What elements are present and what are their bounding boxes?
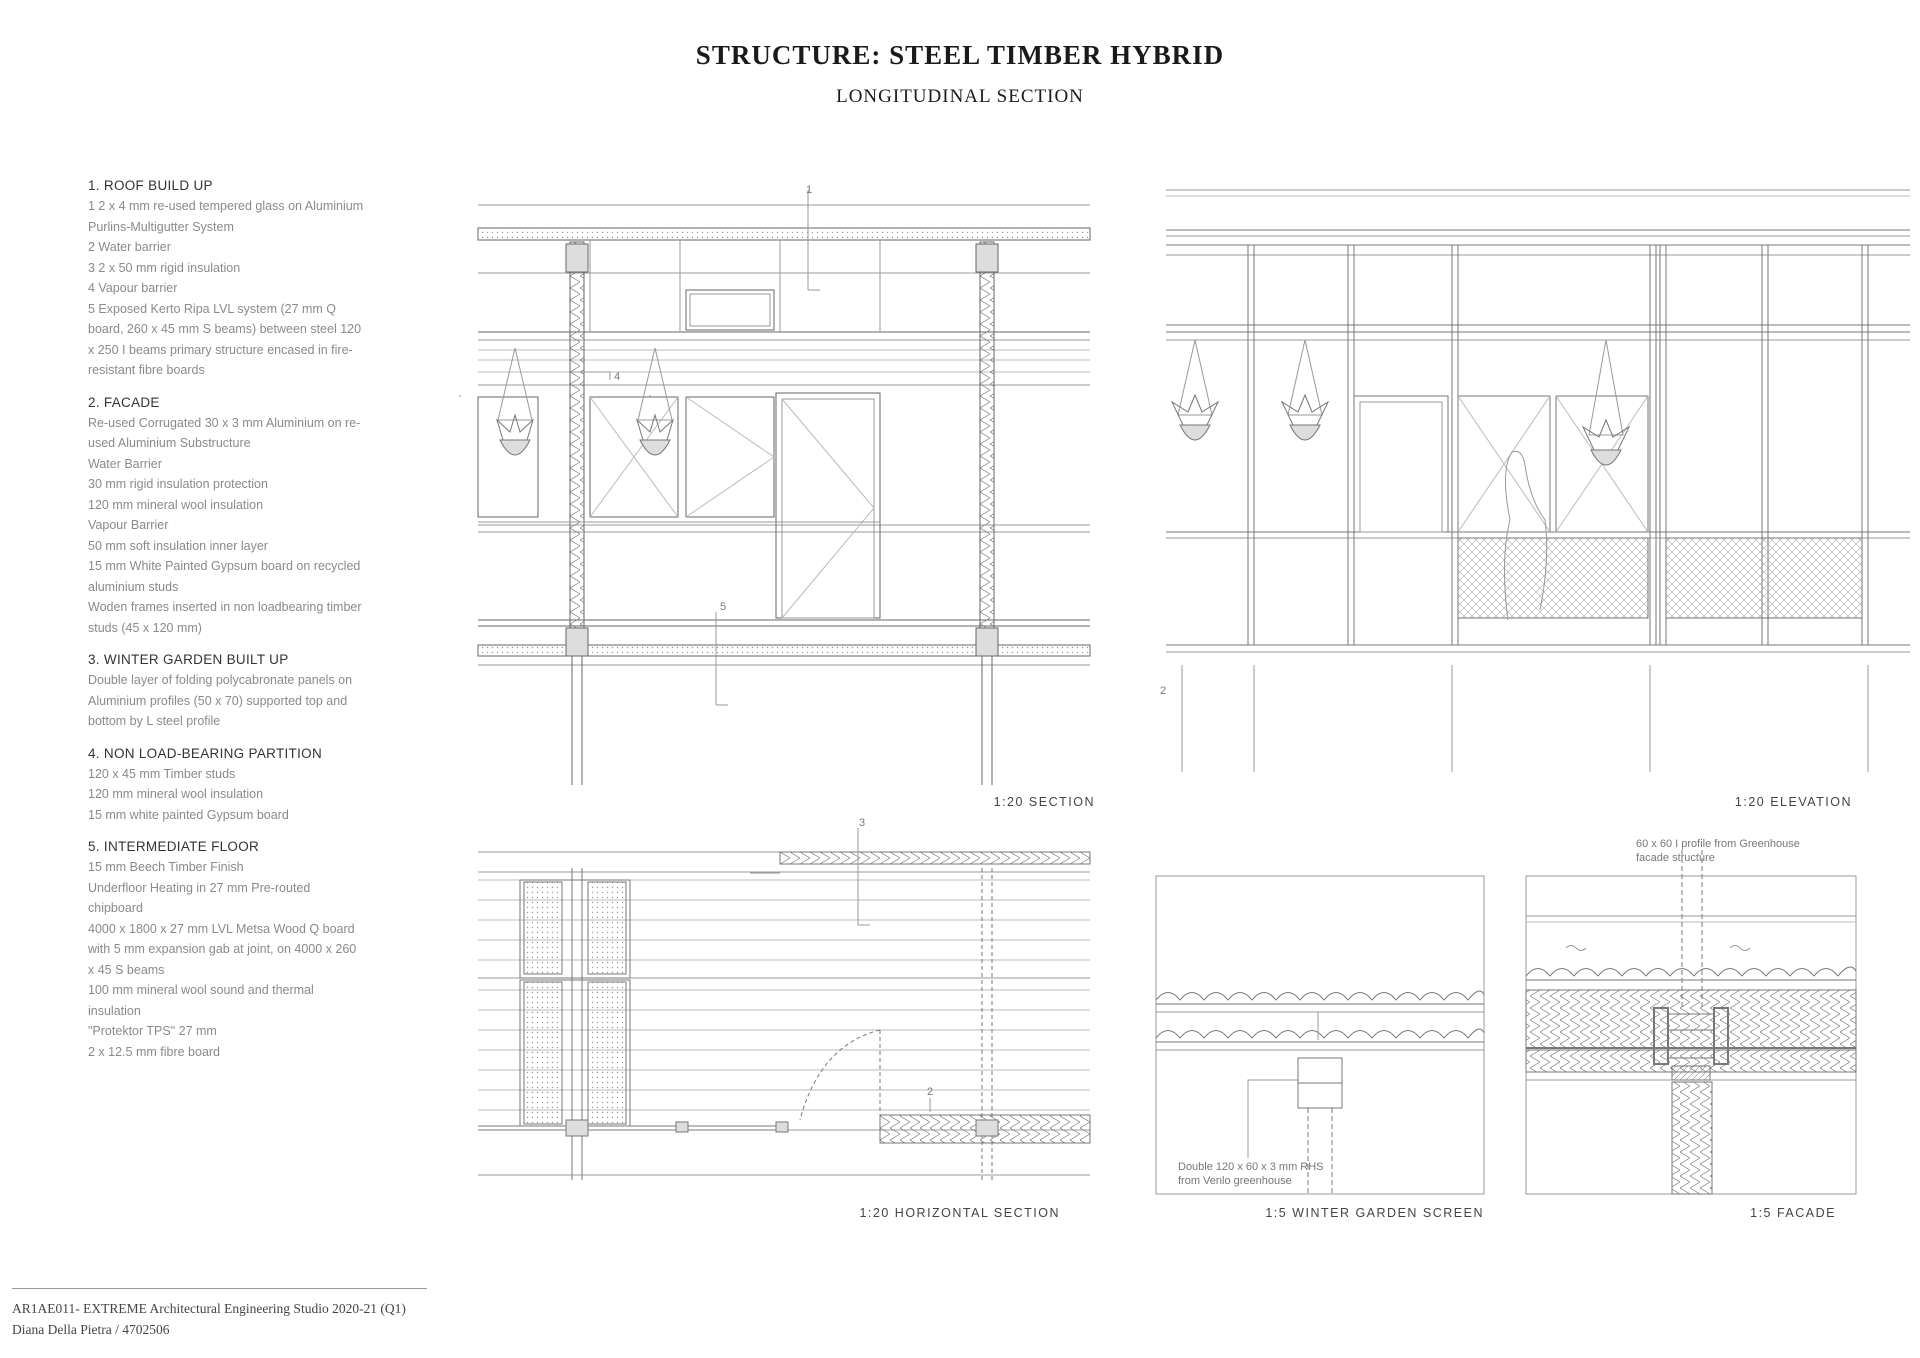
note-line: Purlins-Multigutter System (88, 219, 234, 234)
note-line: 4000 x 1800 x 27 mm LVL Metsa Wood Q board (88, 921, 355, 936)
footer-course: AR1AE011- EXTREME Architectural Engineering Studio 2020-21 (Q1) (12, 1301, 406, 1316)
footer (12, 1298, 406, 1340)
note-line: 120 mm mineral wool insulation (88, 787, 264, 801)
note-line: 100 mm mineral wool sound and thermal (88, 983, 314, 997)
note-heading: 1. ROOF BUILD UP (88, 178, 213, 193)
note-line: studs (45 x 120 mm) (88, 620, 202, 635)
note-line: Water Barrier (88, 456, 162, 471)
footer-author: Diana Della Pietra / 4702506 (12, 1322, 170, 1337)
note-line: 120 mm mineral wool insulation (88, 497, 264, 512)
note-line: chipboard (88, 901, 143, 915)
note-line: 2 x 12.5 mm fibre board (88, 1044, 221, 1059)
note-line: "Protektor TPS" 27 mm (88, 1024, 217, 1038)
footer-divider (12, 1288, 427, 1289)
note-line: 1 2 x 4 mm re-used tempered glass on Aluminium (88, 199, 364, 213)
horizontal-section-drawing (478, 828, 1090, 1180)
section-drawing (460, 190, 1090, 785)
note-heading: 3. WINTER GARDEN BUILT UP (88, 652, 289, 667)
note-line: Underfloor Heating in 27 mm Pre-routed (88, 880, 311, 895)
note-line: Double layer of folding polycabronate panels on (88, 673, 353, 687)
note-line: 4 Vapour barrier (88, 281, 178, 295)
note-line: insulation (88, 1003, 141, 1018)
note-line: 50 mm soft insulation inner layer (88, 538, 268, 553)
winter-garden-note-2: from Venlo greenhouse (1178, 1175, 1292, 1187)
elevation-caption: 1:20 ELEVATION (1734, 795, 1852, 809)
note-line: 2 Water barrier (88, 240, 171, 254)
note-line: 5 Exposed Kerto Ripa LVL system (27 mm Q (88, 301, 337, 316)
note-line: Aluminium profiles (50 x 70) supported top and (88, 693, 348, 708)
note-line: 15 mm White Painted Gypsum board on recycled (88, 559, 361, 573)
note-line: Re-used Corrugated 30 x 3 mm Aluminium on re- (88, 415, 361, 430)
note-line: x 45 S beams (88, 962, 165, 977)
note-line: 15 mm white painted Gypsum board (88, 807, 289, 822)
winter-garden-note-1: Double 120 x 60 x 3 mm RHS (1178, 1161, 1324, 1173)
note-line: used Aluminium Substructure (88, 436, 251, 450)
note-heading: 2. FACADE (88, 394, 160, 410)
note-line: with 5 mm expansion gab at joint, on 4000 x 260 (88, 942, 357, 956)
note-line: board, 260 x 45 mm S beams) between steel 120 (88, 322, 362, 336)
note-heading: 5. INTERMEDIATE FLOOR (88, 839, 260, 854)
section-tag-1: 1 (805, 184, 813, 196)
note-line: resistant fibre boards (88, 363, 205, 377)
facade-drawing (1526, 850, 1856, 1194)
note-line: 30 mm rigid insulation protection (88, 477, 268, 491)
facade-note-1: 60 x 60 I profile from Greenhouse (1636, 838, 1800, 850)
note-heading: 4. NON LOAD-BEARING PARTITION (88, 745, 322, 761)
section-tag-4: 4 (614, 371, 621, 383)
note-line: aluminium studs (88, 579, 179, 594)
note-line: x 250 I beams primary structure encased in fire- (88, 342, 353, 357)
section-caption: 1:20 SECTION (993, 795, 1095, 809)
horizontal-tag-2: 2 (926, 1086, 934, 1098)
page-title: STRUCTURE: STEEL TIMBER HYBRID (695, 40, 1225, 70)
elevation-drawing (1166, 190, 1910, 772)
horizontal-tag-3: 3 (858, 817, 866, 829)
facade-note-2: facade structure (1636, 852, 1715, 864)
winter-garden-caption: 1:5 WINTER GARDEN SCREEN (1265, 1206, 1484, 1220)
page-subtitle: LONGITUDINAL SECTION (836, 86, 1084, 107)
facade-caption: 1:5 FACADE (1750, 1206, 1836, 1220)
note-line: 120 x 45 mm Timber studs (88, 766, 236, 781)
note-line: 3 2 x 50 mm rigid insulation (88, 260, 241, 275)
note-line: 15 mm Beech Timber Finish (88, 860, 244, 874)
winter-garden-drawing (1156, 876, 1484, 1194)
section-tag-5: 5 (720, 601, 727, 613)
note-line: Woden frames inserted in non loadbearing timber (88, 600, 362, 614)
horizontal-section-caption: 1:20 HORIZONTAL SECTION (859, 1206, 1060, 1220)
note-line: bottom by L steel profile (88, 714, 221, 728)
elevation-tag-2: 2 (1160, 685, 1167, 697)
note-line: Vapour Barrier (88, 518, 169, 532)
